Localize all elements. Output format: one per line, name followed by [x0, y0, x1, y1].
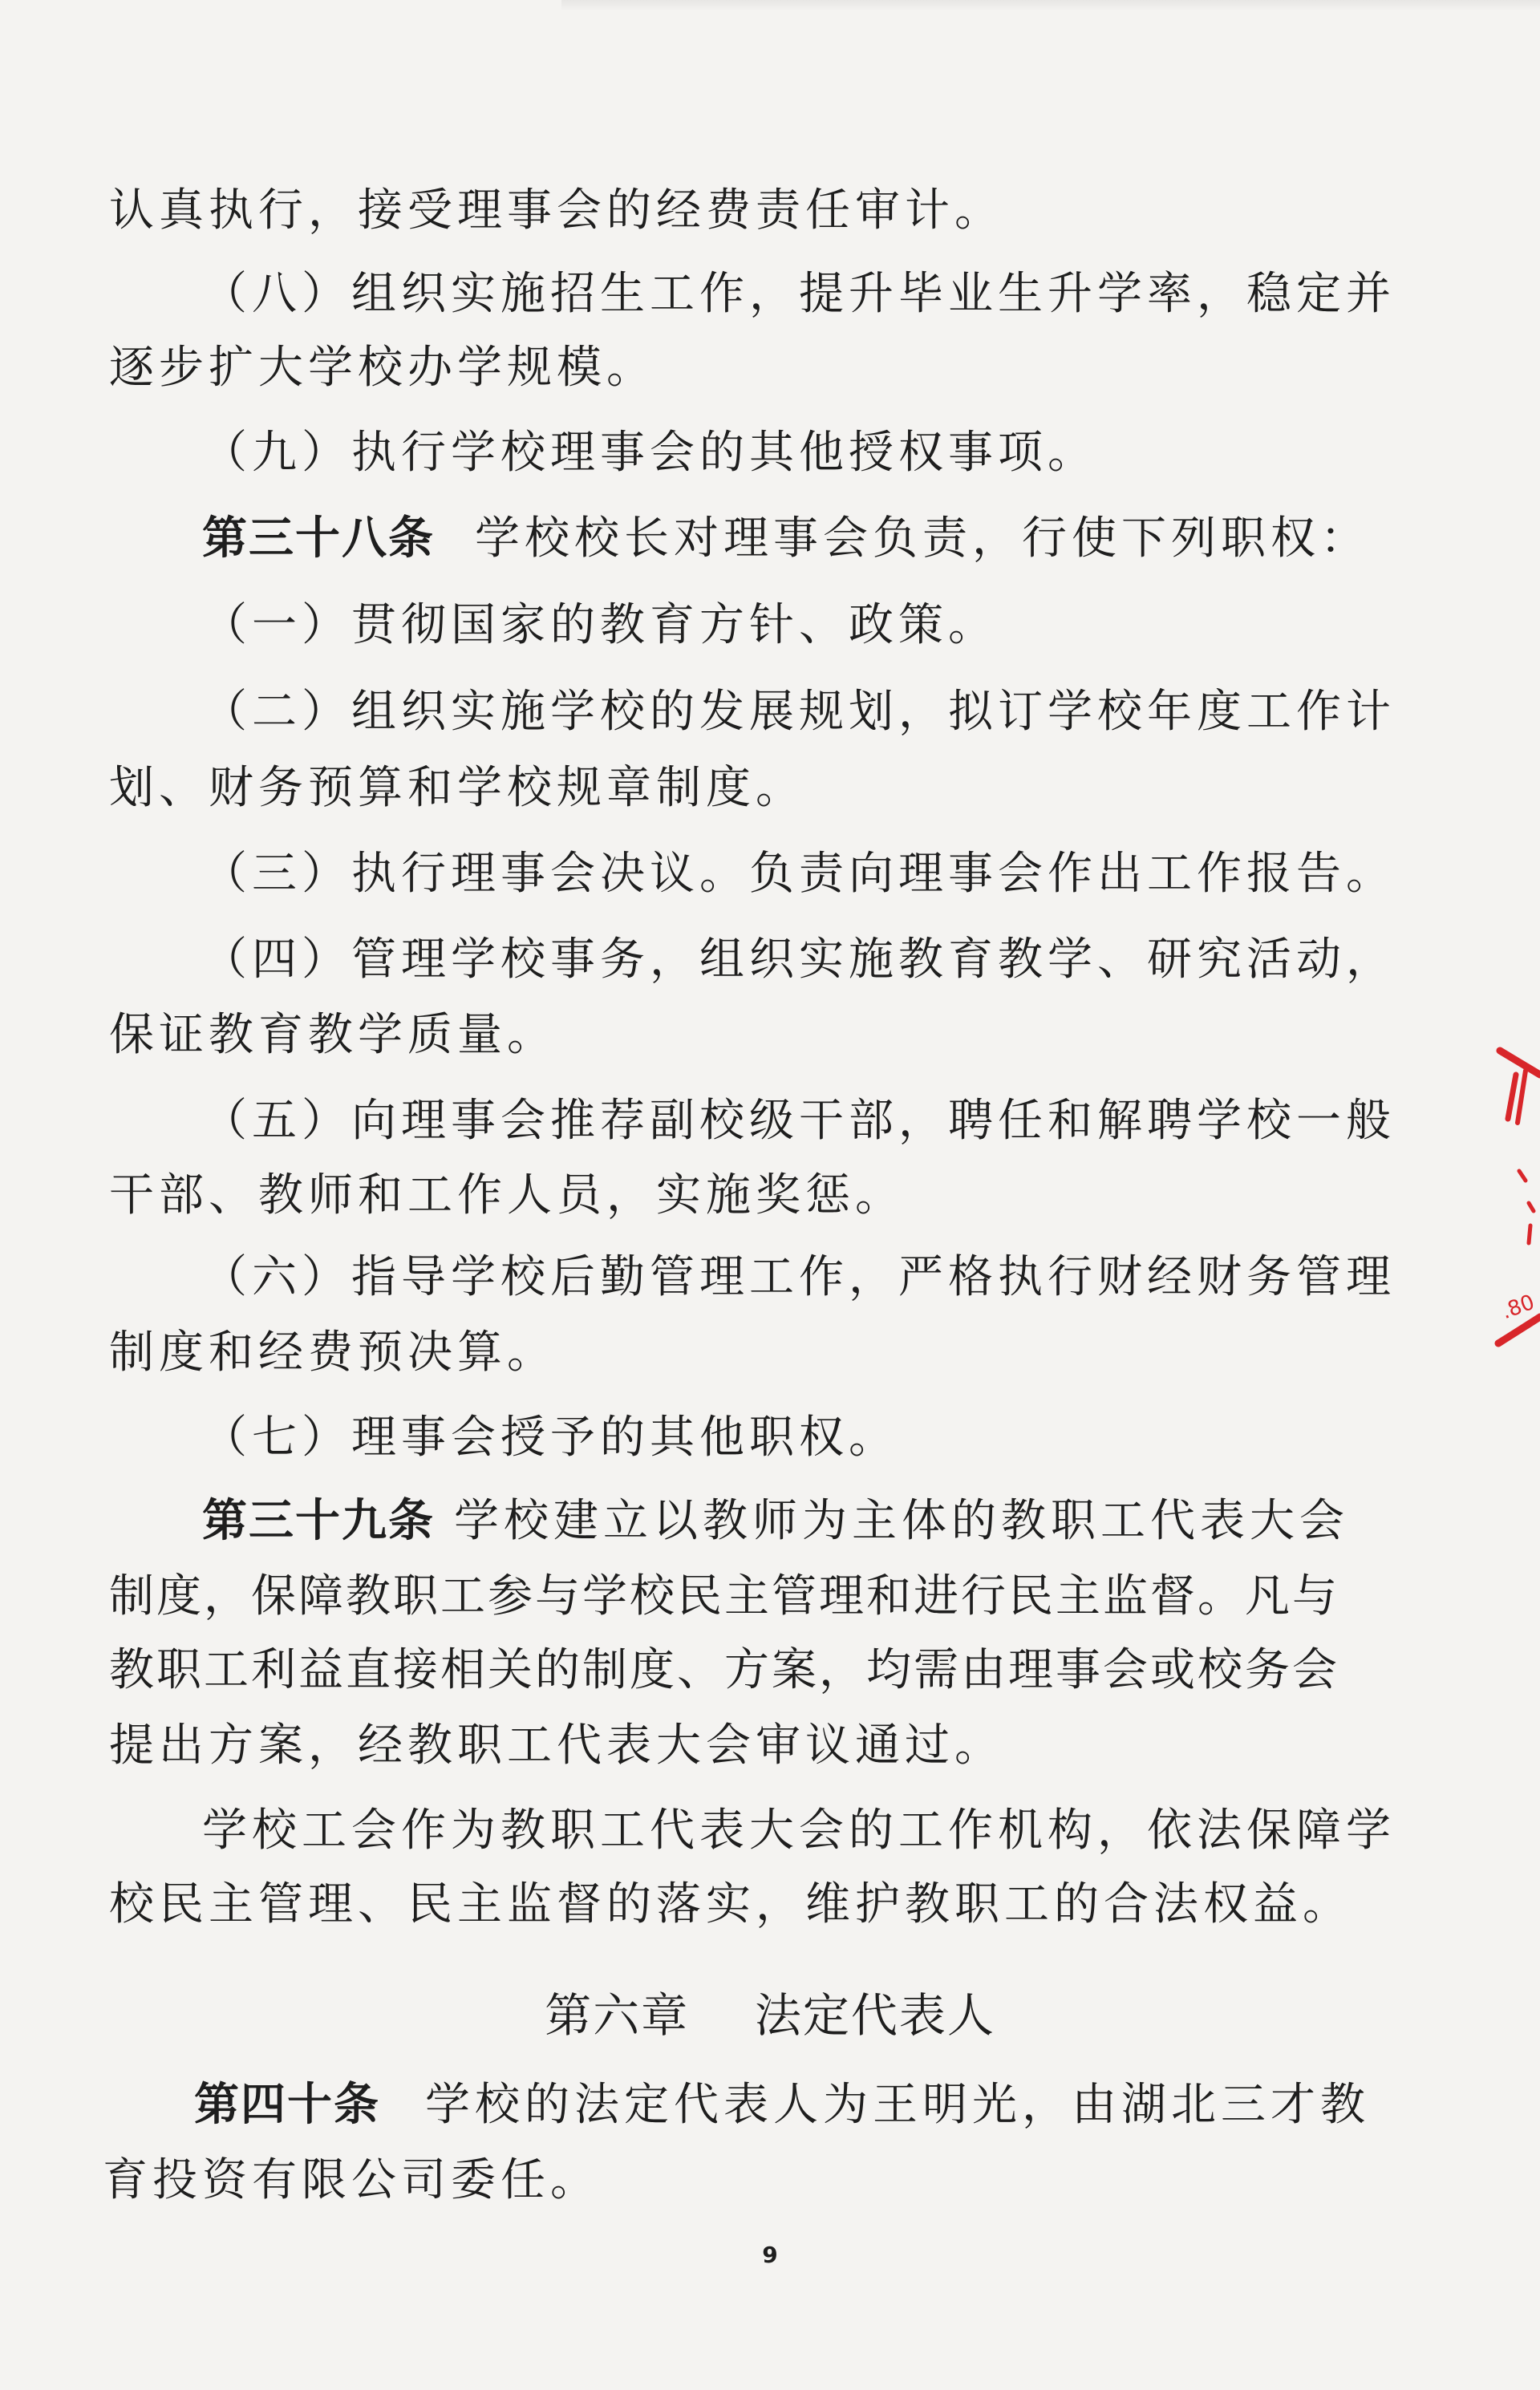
chapter-title: 第六章 法定代表人	[545, 1988, 995, 2043]
text-line: 保证教育教学质量。	[109, 1009, 557, 1061]
text-line: 学校工会作为教职工代表大会的工作机构，依法保障学	[202, 1805, 1396, 1857]
text-line: 教职工利益直接相关的制度、方案，均需由理事会或校务会	[109, 1644, 1339, 1696]
text-line: （四）管理学校事务，组织实施教育教学、研究活动，	[202, 934, 1396, 986]
seal-edge-strokes	[1493, 1035, 1540, 1371]
page-number: 9	[762, 2242, 778, 2268]
seal-fragment-text: .80	[1498, 1290, 1538, 1325]
text-line: （八）组织实施招生工作，提升毕业生升学率，稳定并	[202, 268, 1396, 320]
article-38-line	[202, 511, 1370, 567]
text-line: （一）贯彻国家的教育方针、政策。	[202, 599, 998, 651]
text-line: 制度，保障教职工参与学校民主管理和进行民主监督。凡与	[109, 1570, 1339, 1622]
article-39-label: 第三十九条	[202, 1495, 435, 1547]
text-line: 划、财务预算和学校规章制度。	[109, 762, 805, 814]
article-40-label: 第四十条	[194, 2079, 380, 2131]
text-line: 认真执行，接受理事会的经费责任审计。	[109, 184, 1004, 237]
text-line: （九）执行学校理事会的其他授权事项。	[202, 427, 1097, 479]
text-line: （二）组织实施学校的发展规划，拟订学校年度工作计	[202, 686, 1396, 738]
text-line: （五）向理事会推荐副校级干部，聘任和解聘学校一般	[202, 1095, 1396, 1147]
red-seal-stamp-fragment	[1493, 1035, 1540, 1371]
text-line: 制度和经费预决算。	[109, 1327, 557, 1379]
article-40-text: 学校的法定代表人为王明光，由湖北三才教	[425, 2079, 1370, 2131]
text-line: 逐步扩大学校办学规模。	[109, 342, 656, 394]
scan-edge-shadow	[561, 0, 1540, 11]
text-line: 育投资有限公司委任。	[103, 2154, 600, 2206]
article-40-line	[194, 2077, 1370, 2133]
article-38-text: 学校校长对理事会负责，行使下列职权：	[475, 512, 1370, 565]
text-line: （七）理事会授予的其他职权。	[202, 1412, 898, 1464]
text-line: （六）指导学校后勤管理工作，严格执行财经财务管理	[202, 1251, 1396, 1303]
text-line: 提出方案，经教职工代表大会审议通过。	[109, 1720, 1004, 1772]
article-38-label: 第三十八条	[202, 512, 435, 565]
article-39-line	[202, 1493, 1349, 1549]
text-line: 校民主管理、民主监督的落实，维护教职工的合法权益。	[109, 1878, 1352, 1930]
article-39-text: 学校建立以教师为主体的教职工代表大会	[454, 1495, 1349, 1547]
text-line: 干部、教师和工作人员，实施奖惩。	[109, 1169, 905, 1221]
text-line: （三）执行理事会决议。负责向理事会作出工作报告。	[202, 848, 1396, 900]
